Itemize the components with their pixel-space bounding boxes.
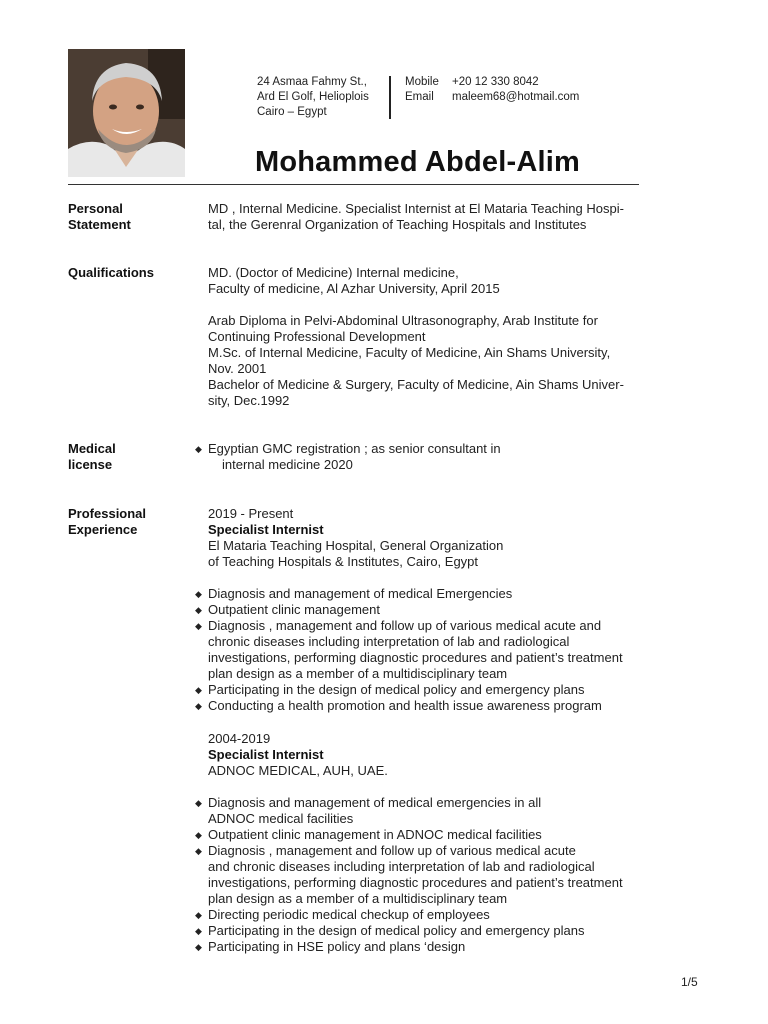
- license-list: [195, 441, 685, 473]
- address-line: Ard El Golf, Helioplois: [257, 91, 369, 103]
- email-value[interactable]: maleem68@hotmail.com: [452, 91, 580, 103]
- section-label-qualifications: Qualifications: [68, 265, 154, 280]
- job-org: ADNOC MEDICAL, AUH, UAE.: [208, 763, 388, 778]
- bullet-icon: ◆: [195, 910, 202, 920]
- list-item: ◆ Diagnosis and management of medical Emergencies: [195, 586, 513, 601]
- list-item: ◆ Diagnosis and management of medical emergencies in all ADNOC medical facilities: [195, 795, 542, 826]
- bullet-icon: ◆: [195, 589, 202, 599]
- bullet-icon: ◆: [195, 830, 202, 840]
- address-line: Cairo – Egypt: [257, 106, 327, 118]
- bullet-icon: ◆: [195, 685, 202, 695]
- list-item: ◆ Outpatient clinic management in ADNOC medical facilities: [195, 827, 542, 842]
- job-org: El Mataria Teaching Hospital, General Organization: [208, 538, 504, 553]
- job-period: 2019 - Present: [208, 506, 294, 521]
- list-item: ◆ Conducting a health promotion and health issue awareness program: [195, 698, 602, 713]
- mobile-value: +20 12 330 8042: [452, 76, 539, 88]
- address-block: [257, 75, 369, 120]
- personal-statement: MD , Internal Medicine. Specialist Internist at El Mataria Teaching Hospi- tal, the Gerenral Organization of Teaching Hospitals and Institutes: [208, 201, 624, 232]
- header-divider: [389, 76, 391, 119]
- section-label-license: Medical license: [68, 441, 116, 472]
- candidate-name: Mohammed Abdel-Alim: [255, 146, 580, 178]
- contact-label: Mobile: [405, 76, 439, 88]
- contact-email: [405, 90, 579, 105]
- bullet-icon: ◆: [195, 701, 202, 711]
- profile-photo: [68, 49, 185, 177]
- list-item: ◆ Outpatient clinic management: [195, 602, 380, 617]
- job-1-header: [208, 506, 678, 570]
- bullet-icon: ◆: [195, 846, 202, 856]
- contact-mobile: [405, 75, 579, 90]
- list-item: ◆ Directing periodic medical checkup of employees: [195, 907, 490, 922]
- job-org: of Teaching Hospitals & Institutes, Cairo, Egypt: [208, 554, 479, 569]
- job-title: Specialist Internist: [208, 747, 324, 762]
- job-1-duties: [195, 586, 685, 714]
- section-label-experience: Professional Experience: [68, 506, 147, 537]
- list-item: ◆ Participating in HSE policy and plans ‘design: [195, 939, 466, 954]
- list-item: ◆ Egyptian GMC registration ; as senior consultant in internal medicine 2020: [195, 441, 501, 472]
- bullet-icon: ◆: [195, 926, 202, 936]
- qualifications-text-a: MD. (Doctor of Medicine) Internal medicine, Faculty of medicine, Al Azhar University, April 2015: [208, 265, 500, 296]
- bullet-icon: ◆: [195, 605, 202, 615]
- job-title: Specialist Internist: [208, 522, 324, 537]
- page-number: 1/5: [681, 975, 698, 989]
- header-rule: [68, 184, 639, 185]
- bullet-icon: ◆: [195, 444, 202, 454]
- section-label-personal: Personal Statement: [68, 201, 131, 232]
- address-line: 24 Asmaa Fahmy St.,: [257, 76, 367, 88]
- list-item: ◆ Participating in the design of medical policy and emergency plans: [195, 682, 585, 697]
- job-2-duties: [195, 795, 685, 955]
- list-item: ◆ Diagnosis , management and follow up of various medical acute and chronic diseases including interpretation of lab and radiological investigations, performing diagnostic procedures and patient’s treatment plan design as a member of a multidisciplinary team: [195, 843, 623, 906]
- contact-label: Email: [405, 91, 434, 103]
- bullet-icon: ◆: [195, 621, 202, 631]
- bullet-icon: ◆: [195, 798, 202, 808]
- list-item: ◆ Diagnosis , management and follow up of various medical acute and chronic diseases including interpretation of lab and radiological investigations, performing diagnostic procedures and patient’s treatment plan design as a member of a multidisciplinary team: [195, 618, 623, 681]
- contact-block: [405, 75, 579, 105]
- bullet-icon: ◆: [195, 942, 202, 952]
- job-period: 2004-2019: [208, 731, 271, 746]
- list-item: ◆ Participating in the design of medical policy and emergency plans: [195, 923, 585, 938]
- qualifications-text-b: Arab Diploma in Pelvi-Abdominal Ultrasonography, Arab Institute for Continuing Professional Development M.Sc. of Internal Medicine, Faculty of Medicine, Ain Shams University, Nov. 2001 Bachelor of Medicine & Surgery, Faculty of Medicine, Ain Shams Univer- sity, Dec.1992: [208, 313, 624, 408]
- job-2-header: [208, 731, 678, 779]
